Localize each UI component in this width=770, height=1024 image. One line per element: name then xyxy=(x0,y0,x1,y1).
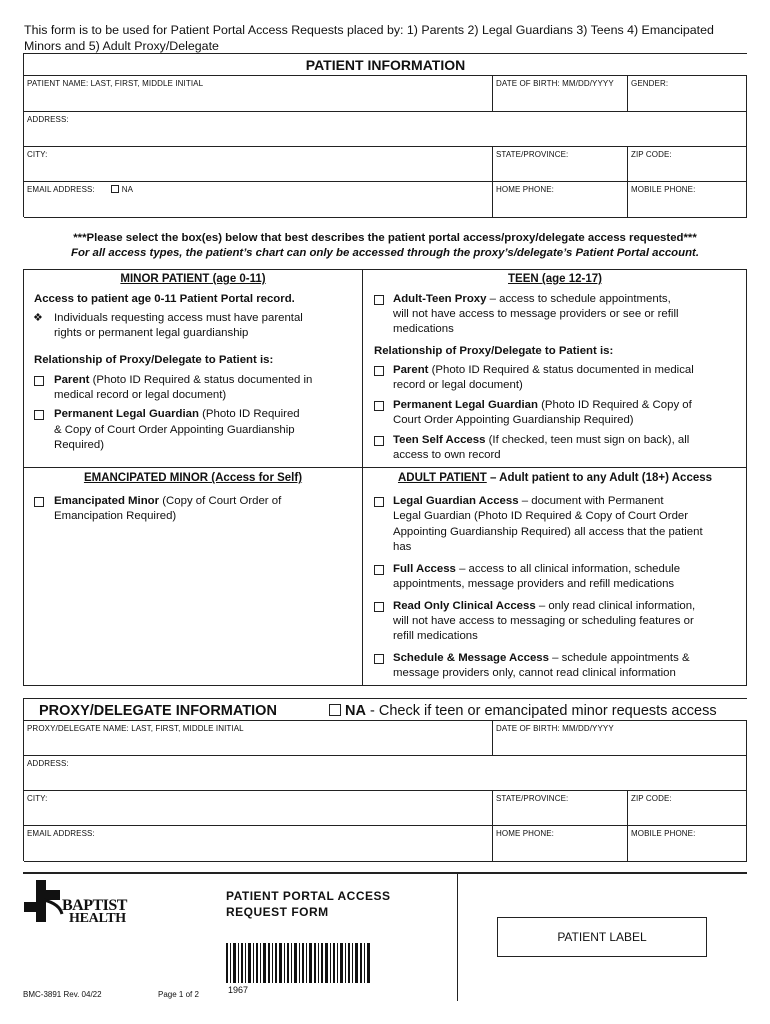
proxy-zip-field[interactable] xyxy=(628,791,747,826)
proxy-address-field[interactable] xyxy=(24,756,747,791)
adult-schedule-message-desc: – schedule appointments & xyxy=(552,652,690,664)
teen-relationship-heading: Relationship of Proxy/Delegate to Patient is: xyxy=(374,345,614,357)
teen-self-access-desc-2: access to own record xyxy=(393,449,501,461)
adult-read-only-label: Read Only Clinical Access xyxy=(393,600,536,612)
minor-guardian-desc-3: Required) xyxy=(54,439,105,451)
adult-full-access-option xyxy=(393,562,680,578)
proxy-state-field[interactable] xyxy=(493,791,628,826)
adult-legal-guardian-desc: – document with Permanent xyxy=(521,495,664,507)
patient-address-label: ADDRESS: xyxy=(27,115,69,124)
patient-home-phone-field[interactable] xyxy=(493,182,628,218)
teen-self-access-option xyxy=(393,433,689,449)
teen-proxy-option xyxy=(393,292,671,308)
patient-name-field[interactable] xyxy=(24,75,493,112)
teen-parent-label: Parent xyxy=(393,364,429,376)
adult-schedule-message-option xyxy=(393,651,690,667)
patient-dob-label: DATE OF BIRTH: MM/DD/YYYY xyxy=(496,79,614,88)
teen-proxy-desc: – access to schedule appointments, xyxy=(489,293,671,305)
adult-read-only-desc-3: refill medications xyxy=(393,630,478,642)
proxy-home-phone-field[interactable] xyxy=(493,826,628,862)
minor-bullet-icon: ❖ xyxy=(33,312,43,324)
adult-legal-guardian-desc-4: has xyxy=(393,541,412,553)
adult-legal-guardian-checkbox[interactable] xyxy=(374,497,384,507)
patient-email-field[interactable] xyxy=(24,182,493,218)
minor-relationship-heading: Relationship of Proxy/Delegate to Patient is: xyxy=(34,354,274,366)
adult-full-access-label: Full Access xyxy=(393,563,456,575)
patient-gender-label: GENDER: xyxy=(631,79,669,88)
grid-horizontal-divider xyxy=(23,467,747,468)
teen-self-access-label: Teen Self Access xyxy=(393,434,486,446)
patient-label-text: PATIENT LABEL xyxy=(557,930,647,944)
teen-parent-desc: (Photo ID Required & status documented in medical xyxy=(431,364,694,376)
logo-text-baptist: BAPTIST xyxy=(62,897,127,914)
minor-guardian-option xyxy=(54,407,300,423)
emancipated-label: Emancipated Minor xyxy=(54,495,160,507)
minor-access-text: Access to patient age 0-11 Patient Portal record. xyxy=(34,293,295,305)
proxy-dob-field[interactable] xyxy=(493,720,747,756)
barcode-number: 1967 xyxy=(228,985,249,995)
patient-gender-field[interactable] xyxy=(628,75,747,112)
logo-text-health: HEALTH xyxy=(69,911,126,926)
proxy-name-label: PROXY/DELEGATE NAME: LAST, FIRST, MIDDLE INITIAL xyxy=(27,724,244,733)
patient-info-title: PATIENT INFORMATION xyxy=(305,57,466,73)
proxy-name-field[interactable] xyxy=(24,720,493,756)
teen-proxy-label: Adult-Teen Proxy xyxy=(393,293,487,305)
proxy-na-group xyxy=(329,703,717,719)
proxy-info-section xyxy=(23,698,747,861)
emancipated-desc: (Copy of Court Order of xyxy=(162,495,282,507)
proxy-email-field[interactable] xyxy=(24,826,493,862)
emancipated-title: EMANCIPATED MINOR (Access for Self) xyxy=(83,472,303,484)
teen-guardian-option xyxy=(393,398,692,414)
minor-guardian-desc-2: & Copy of Court Order Appointing Guardianship xyxy=(54,424,295,436)
minor-parent-desc-2: medical record or legal document) xyxy=(54,389,227,401)
teen-guardian-checkbox[interactable] xyxy=(374,401,384,411)
adult-legal-guardian-option xyxy=(393,494,664,510)
teen-proxy-desc-2: will not have access to message providers or see or refill xyxy=(393,308,679,320)
teen-parent-desc-2: record or legal document) xyxy=(393,379,523,391)
teen-self-access-checkbox[interactable] xyxy=(374,436,384,446)
patient-city-field[interactable] xyxy=(24,147,493,182)
patient-info-section xyxy=(23,53,747,217)
minor-patient-title: MINOR PATIENT (age 0-11) xyxy=(120,273,266,285)
adult-read-only-checkbox[interactable] xyxy=(374,602,384,612)
teen-parent-checkbox[interactable] xyxy=(374,366,384,376)
teen-self-access-desc: (If checked, teen must sign on back), all xyxy=(488,434,690,446)
patient-state-field[interactable] xyxy=(493,147,628,182)
teen-proxy-checkbox[interactable] xyxy=(374,295,384,305)
footer-top-rule xyxy=(23,872,747,874)
proxy-mobile-phone-field[interactable] xyxy=(628,826,747,862)
patient-mobile-phone-field[interactable] xyxy=(628,182,747,218)
patient-zip-label: ZIP CODE: xyxy=(631,150,672,159)
adult-title xyxy=(363,472,747,484)
footer-divider xyxy=(457,874,458,1001)
minor-parent-label: Parent xyxy=(54,374,90,386)
minor-bullet-line-2: rights or permanent legal guardianship xyxy=(54,327,249,339)
minor-parent-desc: (Photo ID Required & status documented in xyxy=(92,374,313,386)
adult-legal-guardian-label: Legal Guardian Access xyxy=(393,495,519,507)
proxy-home-phone-label: HOME PHONE: xyxy=(496,829,554,838)
page-number: Page 1 of 2 xyxy=(158,990,199,999)
proxy-email-label: EMAIL ADDRESS: xyxy=(27,829,95,838)
patient-dob-field[interactable] xyxy=(493,75,628,112)
patient-address-field[interactable] xyxy=(24,112,747,147)
proxy-mobile-phone-label: MOBILE PHONE: xyxy=(631,829,696,838)
emancipated-desc-2: Emancipation Required) xyxy=(54,510,177,522)
proxy-state-label: STATE/PROVINCE: xyxy=(496,794,569,803)
patient-city-label: CITY: xyxy=(27,150,48,159)
selection-instructions: ***Please select the box(es) below that best describes the patient portal access/proxy/delegate access requested*** xyxy=(73,232,697,244)
adult-schedule-message-checkbox[interactable] xyxy=(374,654,384,664)
teen-proxy-desc-3: medications xyxy=(393,323,454,335)
adult-read-only-desc: – only read clinical information, xyxy=(538,600,696,612)
minor-bullet-line-1: Individuals requesting access must have parental xyxy=(54,312,303,324)
proxy-city-field[interactable] xyxy=(24,791,493,826)
adult-schedule-message-desc-2: message providers only, cannot read clinical information xyxy=(393,667,676,679)
patient-mobile-phone-label: MOBILE PHONE: xyxy=(631,185,696,194)
access-note xyxy=(24,246,746,261)
patient-state-label: STATE/PROVINCE: xyxy=(496,150,569,159)
patient-zip-field[interactable] xyxy=(628,147,747,182)
teen-guardian-label: Permanent Legal Guardian xyxy=(393,399,538,411)
teen-guardian-desc-2: Court Order Appointing Guardianship Required) xyxy=(393,414,634,426)
adult-full-access-checkbox[interactable] xyxy=(374,565,384,575)
adult-title-rest: – Adult patient to any Adult (18+) Access xyxy=(489,472,713,484)
teen-parent-option xyxy=(393,363,694,379)
teen-title: TEEN (age 12-17) xyxy=(508,273,602,285)
form-code: BMC-3891 Rev. 04/22 xyxy=(23,990,102,999)
proxy-dob-label: DATE OF BIRTH: MM/DD/YYYY xyxy=(496,724,614,733)
adult-title-main: ADULT PATIENT xyxy=(397,472,487,484)
teen-guardian-desc: (Photo ID Required & Copy of xyxy=(541,399,692,411)
adult-full-access-desc: – access to all clinical information, schedule xyxy=(459,563,681,575)
patient-home-phone-label: HOME PHONE: xyxy=(496,185,554,194)
proxy-na-checkbox[interactable] xyxy=(329,704,341,716)
proxy-address-label: ADDRESS: xyxy=(27,759,69,768)
patient-email-label: EMAIL ADDRESS: xyxy=(27,185,95,194)
minor-parent-option xyxy=(54,373,312,389)
patient-label-box xyxy=(497,917,707,957)
patient-email-na-checkbox[interactable] xyxy=(111,185,119,193)
emancipated-checkbox[interactable] xyxy=(34,497,44,507)
proxy-zip-label: ZIP CODE: xyxy=(631,794,672,803)
minor-guardian-desc: (Photo ID Required xyxy=(202,408,300,420)
adult-read-only-option xyxy=(393,599,695,615)
adult-legal-guardian-desc-3: Appointing Guardianship Required) all access that the patient xyxy=(393,526,703,538)
patient-name-label: PATIENT NAME: LAST, FIRST, MIDDLE INITIAL xyxy=(27,79,204,88)
proxy-info-title: PROXY/DELEGATE INFORMATION xyxy=(39,703,277,719)
minor-parent-checkbox[interactable] xyxy=(34,376,44,386)
emancipated-option xyxy=(54,494,281,510)
access-note-text: For all access types, the patient’s chart can only be accessed through the proxy’s/delegate’s Patient Portal account. xyxy=(71,247,699,259)
adult-schedule-message-label: Schedule & Message Access xyxy=(393,652,549,664)
proxy-na-label: NA xyxy=(345,703,366,719)
form-title-line-1: PATIENT PORTAL ACCESS xyxy=(226,889,391,903)
form-intro: This form is to be used for Patient Portal Access Requests placed by: 1) Parents 2) Legal Guardians 3) Teens 4) Emancipated Minors and 5) Adult Proxy/Delegate xyxy=(24,23,714,53)
adult-read-only-desc-2: will not have access to messaging or scheduling features or xyxy=(393,615,694,627)
baptist-health-logo xyxy=(22,878,142,928)
minor-guardian-checkbox[interactable] xyxy=(34,410,44,420)
patient-email-na-label: NA xyxy=(121,185,134,194)
proxy-na-desc: - Check if teen or emancipated minor requests access xyxy=(370,703,717,719)
adult-legal-guardian-desc-2: Legal Guardian (Photo ID Required & Copy of Court Order xyxy=(393,510,689,522)
minor-guardian-label: Permanent Legal Guardian xyxy=(54,408,199,420)
form-title-line-2: REQUEST FORM xyxy=(226,905,329,919)
barcode xyxy=(226,943,370,983)
adult-full-access-desc-2: appointments, message providers and refill medications xyxy=(393,578,675,590)
proxy-city-label: CITY: xyxy=(27,794,48,803)
